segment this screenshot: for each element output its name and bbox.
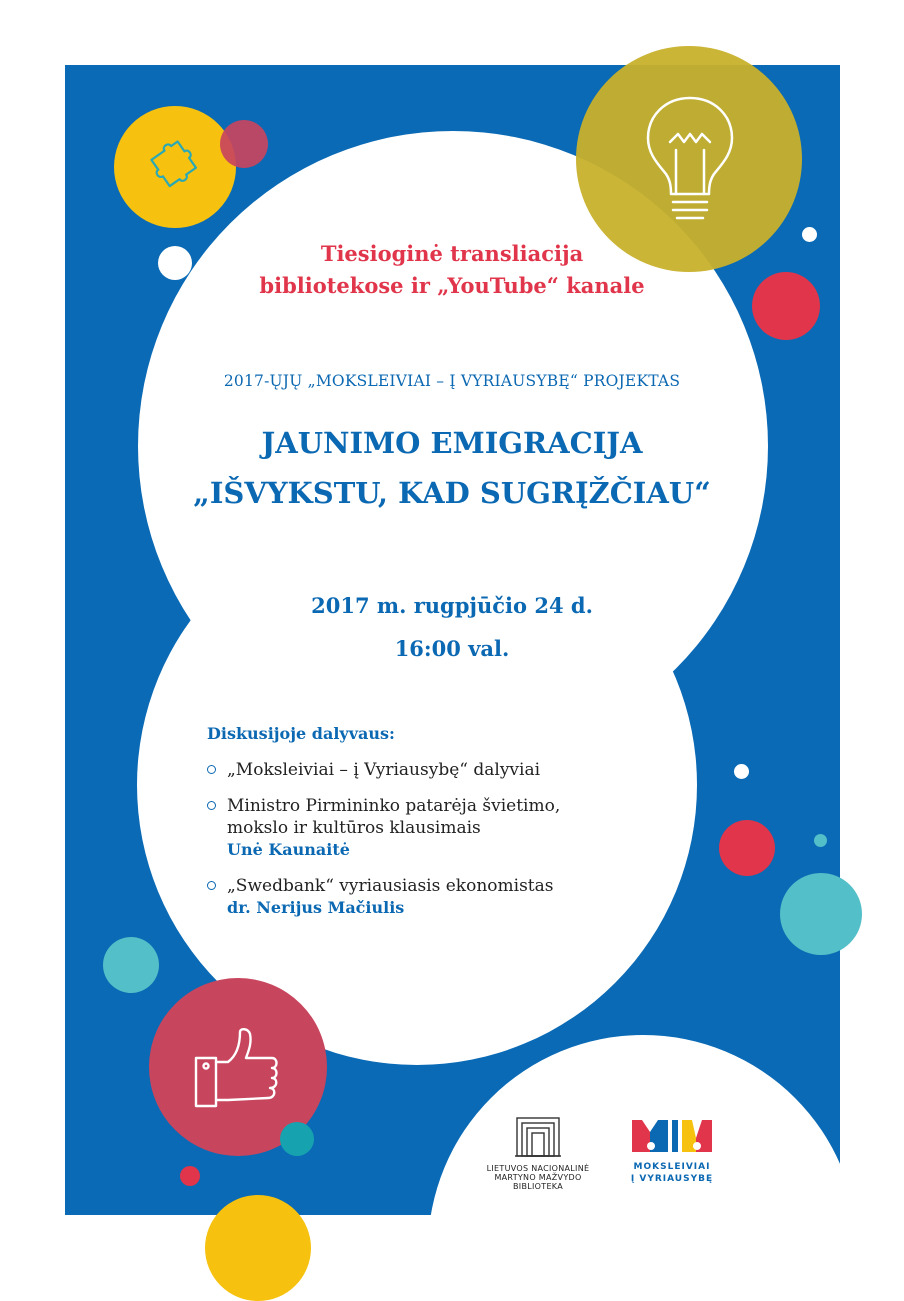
teal-circle-right: [780, 873, 862, 955]
broadcast-line-2: bibliotekose ir „YouTube“ kanale: [259, 273, 645, 298]
mivy-logo: [622, 1118, 722, 1198]
teal-dot-right: [814, 834, 827, 847]
mivy-logo-icon: [630, 1118, 714, 1154]
white-dot-right-mid: [734, 764, 749, 779]
red-small-circle-top: [220, 120, 268, 168]
teal-dot-bottom: [280, 1122, 314, 1156]
yellow-circle-bottom: [205, 1195, 311, 1301]
red-circle-right-mid: [719, 820, 775, 876]
library-logo: [478, 1116, 598, 1196]
library-logo-line-2: MARTYNO MAŽVYDO: [494, 1173, 582, 1182]
list-item: [207, 875, 677, 919]
library-logo-line-1: LIETUVOS NACIONALINĖ: [486, 1164, 590, 1173]
list-item: [207, 795, 677, 861]
mivy-logo-line-2: Į VYRIAUSYBĘ: [630, 1174, 714, 1184]
library-logo-icon: [515, 1116, 561, 1158]
list-item-text: Ministro Pirmininko patarėja švietimo,: [227, 796, 561, 816]
thumbs-up-icon: [192, 1022, 284, 1114]
title-line-2: „IŠVYKSTU, KAD SUGRĮŽČIAU“: [193, 476, 711, 510]
discussion-list: [207, 723, 677, 933]
bullet-circle: [207, 801, 216, 810]
bullet-circle: [207, 881, 216, 890]
title-line-1: JAUNIMO EMIGRACIJA: [261, 426, 643, 460]
broadcast-line-1: Tiesioginė transliacija: [320, 241, 584, 266]
discussion-heading: Diskusijoje dalyvaus:: [207, 724, 395, 743]
teal-circle-left: [103, 937, 159, 993]
participant-name: dr. Nerijus Mačiulis: [227, 898, 405, 917]
puzzle-icon: [145, 140, 203, 198]
mivy-logo-line-1: MOKSLEIVIAI: [633, 1162, 711, 1172]
list-item-text: „Swedbank“ vyriausiasis ekonomistas: [227, 876, 554, 896]
red-dot-bottom: [180, 1166, 200, 1186]
list-item-text: „Moksleiviai – į Vyriausybę“ dalyviai: [227, 760, 541, 780]
participant-name: Unė Kaunaitė: [227, 840, 350, 859]
event-date: 2017 m. rugpjūčio 24 d.: [311, 593, 593, 618]
list-item: [207, 759, 677, 781]
list-item-text-2: mokslo ir kultūros klausimais: [227, 818, 481, 838]
bullet-circle: [207, 765, 216, 774]
lightbulb-icon: [640, 90, 740, 230]
library-logo-line-3: BIBLIOTEKA: [513, 1182, 563, 1191]
project-line: 2017-ŲJŲ „MOKSLEIVIAI – Į VYRIAUSYBĘ“ PROJEKTAS: [223, 372, 681, 390]
event-time: 16:00 val.: [394, 636, 510, 661]
